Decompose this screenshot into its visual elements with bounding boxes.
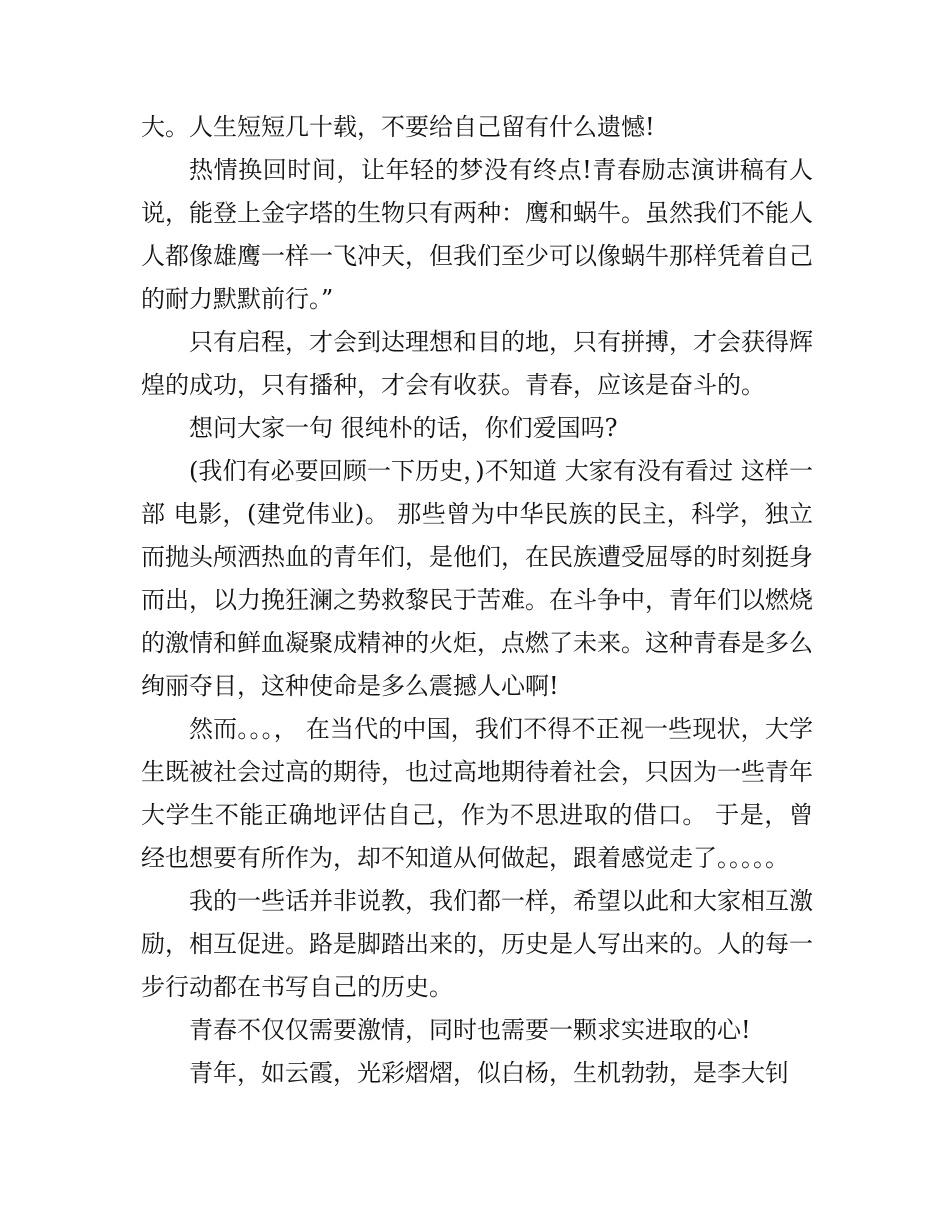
paragraph-8: 青春不仅仅需要激情，同时也需要一颗求实进取的心! bbox=[189, 1016, 751, 1044]
paragraph-3: 只有启程，才会到达理想和目的地，只有拼搏，才会获得辉煌的成功，只有播种，才会有收获。青春，应该是奋斗的。 bbox=[141, 328, 813, 399]
paragraph-1: 大。人生短短几十载，不要给自己留有什么遗憾! bbox=[141, 113, 655, 141]
document-body bbox=[141, 106, 813, 1095]
paragraph-7: 我的一些话并非说教，我们都一样，希望以此和大家相互激励，相互促进。路是脚踏出来的，历史是人写出来的。人的每一步行动都在书写自己的历史。 bbox=[141, 887, 813, 1001]
paragraph-2: 热情换回时间，让年轻的梦没有终点!青春励志演讲稿有人说，能登上金字塔的生物只有两种：鹰和蜗牛。虽然我们不能人人都像雄鹰一样一飞冲天，但我们至少可以像蜗牛那样凭着自己的耐力默默前行。” bbox=[141, 156, 813, 313]
paragraph-9: 青年，如云霞，光彩熠熠，似白杨，生机勃勃，是李大钊 bbox=[189, 1059, 789, 1087]
paragraph-5: (我们有必要回顾一下历史，)不知道 大家有没有看过 这样一部 电影，(建党伟业)。 那些曾为中华民族的民主，科学，独立而抛头颅洒热血的青年们，是他们，在民族遭受屈辱的时刻挺身而出，以力挽狂澜之势救黎民于苦难。在斗争中，青年们以燃烧的激情和鲜血凝聚成精神的火炬，点燃了未来。这种青春是多么绚丽夺目，这种使命是多么震撼人心啊! bbox=[141, 457, 813, 700]
paragraph-4: 想问大家一句 很纯朴的话，你们爱国吗? bbox=[189, 414, 618, 442]
paragraph-6: 然而。。。， 在当代的中国，我们不得不正视一些现状，大学生既被社会过高的期待，也过高地期待着社会，只因为一些青年大学生不能正确地评估自己，作为不思进取的借口。 于是，曾经也想要有所作为，却不知道从何做起，跟着感觉走了。。。。。 bbox=[141, 715, 813, 872]
